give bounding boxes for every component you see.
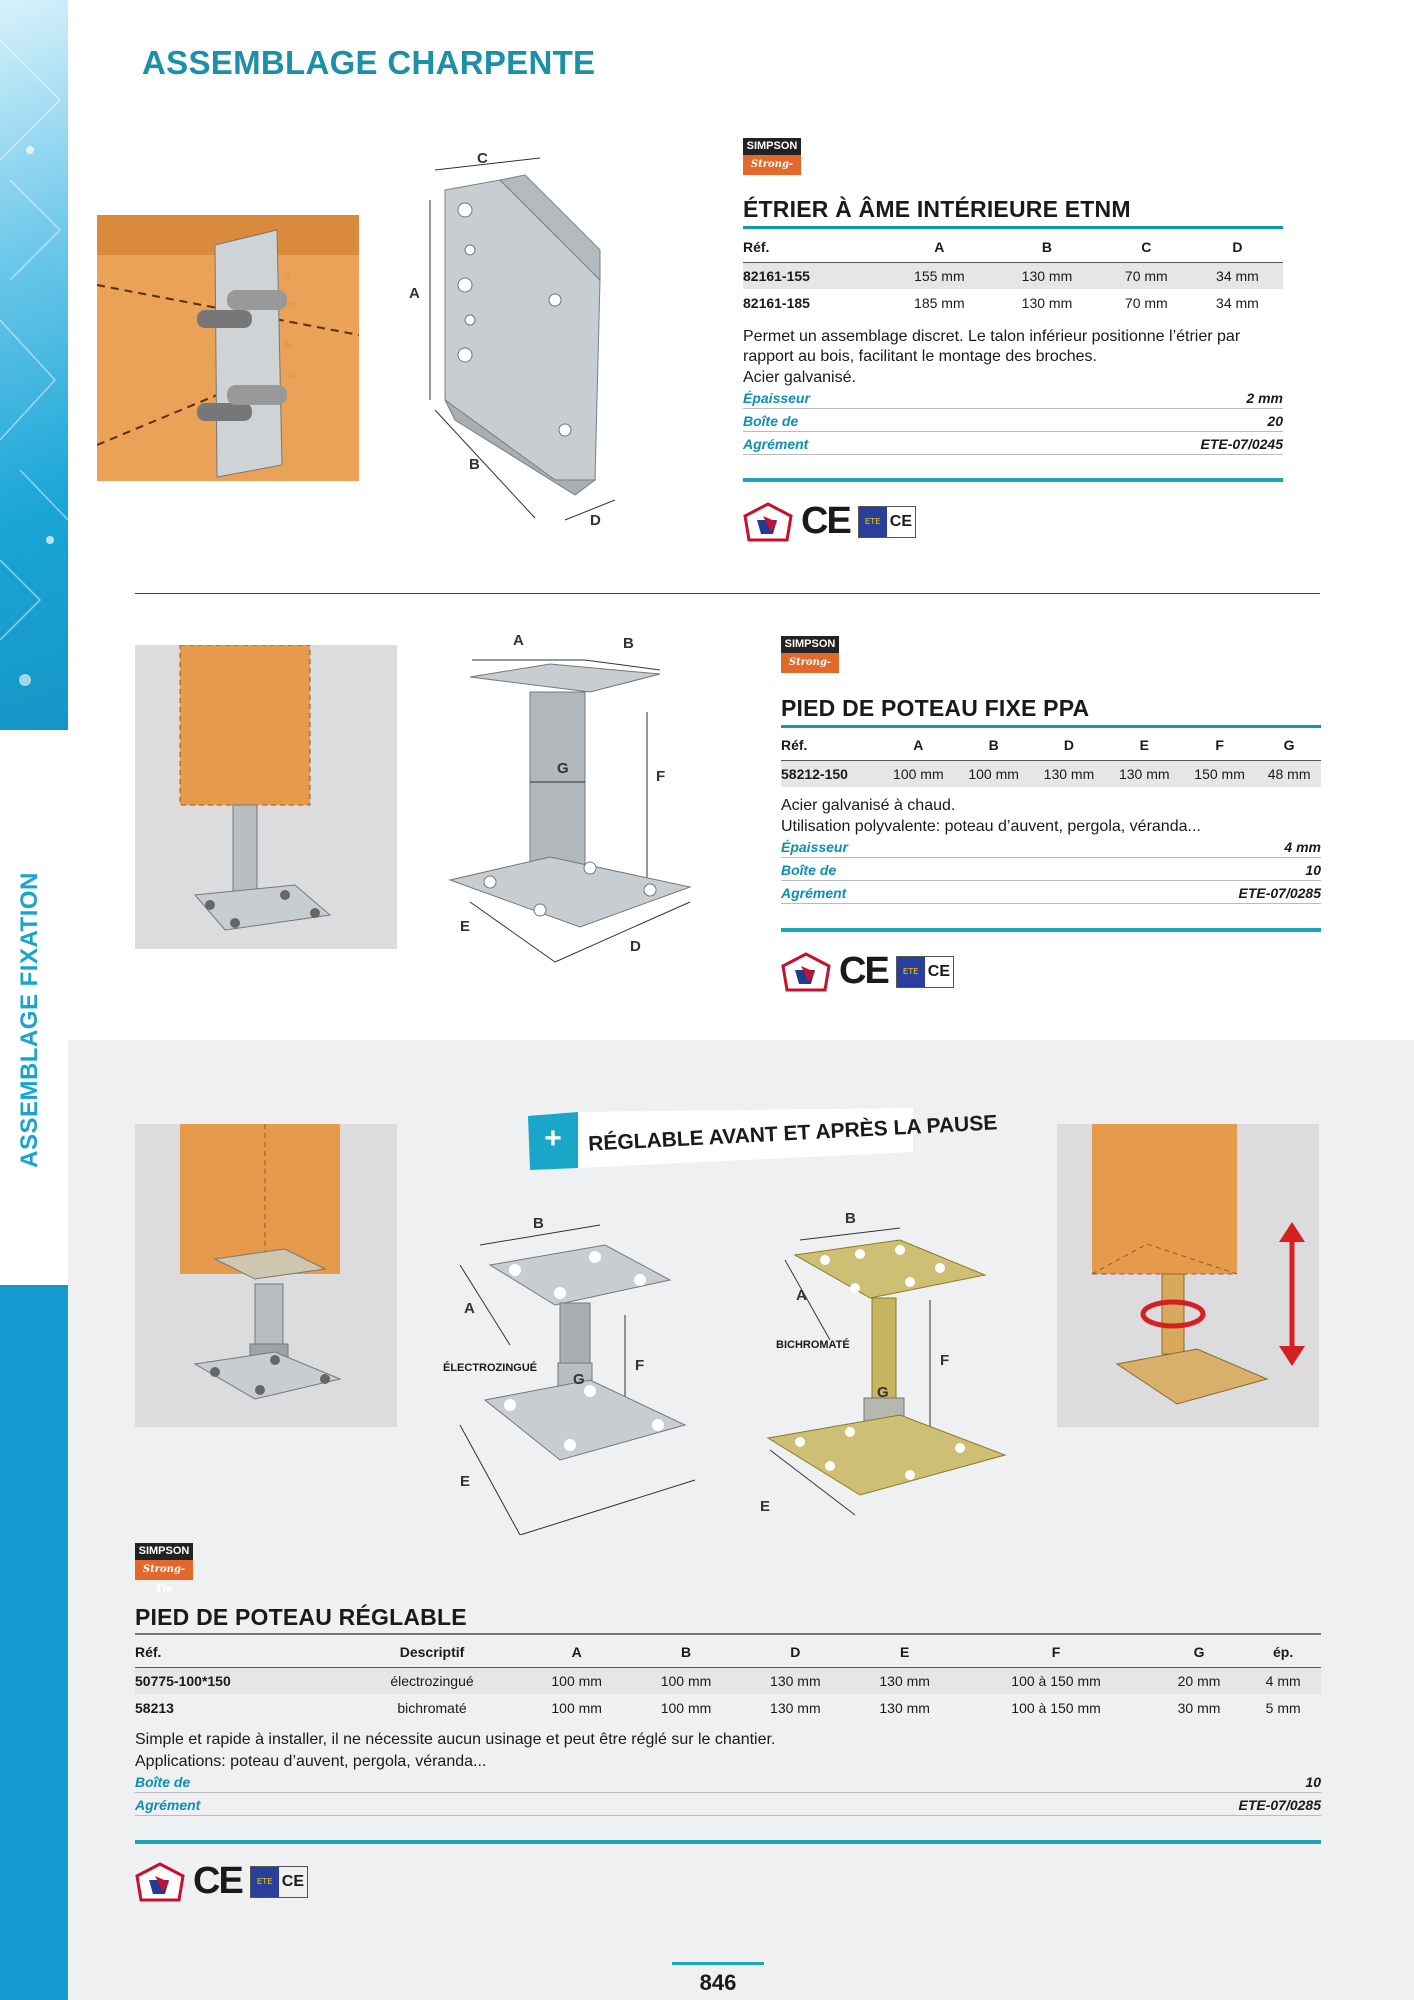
table-row [743, 289, 1283, 316]
table-cell: 150 mm [1182, 760, 1257, 787]
spec-value: ETE-07/0245 [1200, 436, 1283, 452]
spec-label: Boîte de [781, 862, 837, 878]
etnm-title-rule [743, 226, 1283, 229]
ppa-table [781, 730, 1321, 787]
table-cell: 34 mm [1192, 262, 1283, 289]
spec-label: Agrément [781, 885, 847, 901]
dim-label-g: G [877, 1384, 889, 1401]
ppa-specs [781, 835, 1321, 904]
reglable-title-rule [135, 1633, 1321, 1635]
page-number-rule [672, 1962, 764, 1965]
ppa-photo [135, 645, 397, 949]
spec-value: 20 [1267, 413, 1283, 429]
dim-label-e: E [760, 1498, 771, 1515]
dim-label-d: D [630, 938, 641, 955]
label-bichromate: BICHROMATÉ [776, 1339, 850, 1351]
table-cell: 130 mm [1107, 760, 1182, 787]
ppa-title: PIED DE POTEAU FIXE PPA [781, 695, 1090, 721]
ppa-bottom-bar [781, 928, 1321, 932]
table-cell: 100 mm [881, 760, 956, 787]
reglable-table [135, 1637, 1321, 1721]
spec-label: Épaisseur [743, 390, 810, 406]
table-row [135, 1667, 1321, 1694]
table-cell: 130 mm [993, 262, 1101, 289]
table-header-row [743, 232, 1283, 262]
adjust-rotation-icon [1057, 1124, 1319, 1427]
table-cell: 34 mm [1216, 294, 1259, 311]
reglable-description-1: Simple et rapide à installer, il ne nécessite aucun usinage et peut être réglé sur le chantier. [135, 1731, 776, 1748]
ce-mark: CE [193, 1860, 242, 1902]
ppa-base-icon [430, 632, 700, 972]
spec-row [135, 1770, 1321, 1793]
table-cell: 58212-150 [781, 760, 881, 787]
reglable-photo-right [1057, 1124, 1319, 1427]
ete-badge: ETE CE [250, 1866, 308, 1898]
reglable-bottom-bar [135, 1840, 1321, 1844]
spec-row [743, 432, 1283, 455]
column-header: G [1257, 730, 1321, 760]
reglable-banner [528, 1108, 998, 1172]
side-decor-bottom [0, 1285, 68, 2000]
spec-row [781, 858, 1321, 881]
table-row [743, 262, 1283, 289]
column-header: D [741, 1637, 850, 1667]
table-cell: 82161-155 [743, 262, 886, 289]
spec-row [743, 409, 1283, 432]
column-header: D [1031, 730, 1106, 760]
label-electrozingue: ÉLECTROZINGUÉ [443, 1362, 538, 1374]
column-header: C [1101, 232, 1192, 262]
table-cell: 5 mm [1265, 1699, 1301, 1716]
column-header: F [959, 1637, 1152, 1667]
dim-label-b: B [845, 1210, 856, 1227]
table-cell: 130 mm [850, 1667, 959, 1694]
bichromate-base-icon [760, 1210, 1015, 1535]
column-header: B [993, 232, 1101, 262]
table-cell: 130 mm [770, 1699, 821, 1716]
table-cell: 130 mm [1021, 294, 1073, 311]
side-pattern-icon [0, 0, 68, 730]
spec-value: ETE-07/0285 [1238, 1797, 1321, 1813]
table-cell: 100 mm [631, 1667, 740, 1694]
ppa-certifications [781, 950, 954, 993]
dim-label-a: A [796, 1287, 807, 1304]
dim-label-c: C [477, 150, 488, 167]
dim-label-a: A [513, 632, 524, 649]
column-header: D [1192, 232, 1283, 262]
france-quality-icon [135, 1862, 185, 1902]
reglable-certifications [135, 1860, 308, 1903]
spec-label: Agrément [743, 436, 809, 452]
ppa-description-2: Utilisation polyvalente: poteau d’auvent, pergola, véranda... [781, 818, 1201, 835]
table-cell: électrozingué [342, 1667, 522, 1694]
spec-label: Boîte de [135, 1774, 191, 1790]
table-cell: 130 mm [741, 1667, 850, 1694]
spec-value: ETE-07/0285 [1238, 885, 1321, 901]
column-header: Réf. [781, 730, 881, 760]
table-row [135, 1694, 1321, 1721]
spec-row [781, 835, 1321, 858]
spec-row [781, 881, 1321, 904]
table-cell: bichromaté [397, 1699, 467, 1716]
beam-joint-icon [97, 215, 359, 481]
etnm-description: Permet un assemblage discret. Le talon inférieur positionne l’étrier par rapport au bois, facilitant le montage des broches. [743, 328, 1241, 365]
ce-mark: CE [801, 500, 850, 542]
column-header: Réf. [743, 232, 886, 262]
table-cell: 130 mm [879, 1699, 930, 1716]
column-header: Réf. [135, 1637, 342, 1667]
table-cell: 50775-100*150 [135, 1667, 342, 1694]
table-header-row [781, 730, 1321, 760]
dim-label-e: E [460, 918, 471, 935]
column-header: A [886, 232, 994, 262]
column-header: E [850, 1637, 959, 1667]
dim-label-e: E [460, 1473, 471, 1490]
dim-label-b: B [623, 635, 634, 652]
spec-value: 2 mm [1246, 390, 1283, 406]
etnm-technical-drawing [405, 150, 625, 530]
column-header: A [881, 730, 956, 760]
table-cell: 100 mm [956, 760, 1031, 787]
etnm-title: ÉTRIER À ÂME INTÉRIEURE ETNM [743, 196, 1131, 222]
column-header: F [1182, 730, 1257, 760]
column-header: E [1107, 730, 1182, 760]
column-header: B [956, 730, 1031, 760]
dim-label-g: G [557, 760, 569, 777]
dim-label-a: A [464, 1300, 475, 1317]
etnm-table [743, 232, 1283, 316]
table-cell: 100 mm [551, 1699, 602, 1716]
spec-label: Boîte de [743, 413, 799, 429]
table-cell: 100 à 150 mm [1011, 1699, 1101, 1716]
etnm-illustration [97, 215, 359, 481]
table-cell: 130 mm [1031, 760, 1106, 787]
table-cell: 30 mm [1177, 1699, 1221, 1716]
table-row [781, 760, 1321, 787]
france-quality-icon [781, 952, 831, 992]
section-divider [135, 593, 1320, 594]
table-cell: 20 mm [1153, 1667, 1246, 1694]
france-quality-icon [743, 502, 793, 542]
etnm-bracket-icon [405, 150, 625, 530]
ppa-title-rule [781, 725, 1321, 728]
side-section-label: ASSEMBLAGE FIXATION [16, 872, 43, 1168]
column-header: G [1153, 1637, 1246, 1667]
spec-row [135, 1793, 1321, 1816]
dim-label-f: F [940, 1352, 950, 1369]
reglable-photo-left [135, 1124, 397, 1427]
reglable-specs [135, 1770, 1321, 1816]
spec-value: 10 [1305, 862, 1321, 878]
table-cell: 100 mm [660, 1699, 712, 1716]
reglable-title: PIED DE POTEAU RÉGLABLE [135, 1604, 467, 1630]
ete-badge: ETE CE [896, 956, 954, 988]
reglable-zinc-drawing [430, 1205, 710, 1535]
dim-label-b: B [469, 456, 480, 473]
adjustable-base-photo-icon [135, 1124, 397, 1427]
table-header-row [135, 1637, 1321, 1667]
page-title: ASSEMBLAGE CHARPENTE [142, 44, 596, 81]
simpson-logo: SIMPSON Strong-Tie [781, 636, 839, 676]
simpson-logo: SIMPSON Strong-Tie [743, 138, 801, 178]
column-header: ép. [1245, 1637, 1321, 1667]
spec-label: Épaisseur [781, 839, 848, 855]
dim-label-a: A [409, 285, 420, 302]
spec-row [743, 386, 1283, 409]
etnm-bottom-bar [743, 478, 1283, 482]
etnm-certifications [743, 500, 916, 543]
ce-mark: CE [839, 950, 888, 992]
ppa-description-1: Acier galvanisé à chaud. [781, 797, 956, 814]
table-cell: 100 à 150 mm [959, 1667, 1152, 1694]
table-cell: 4 mm [1245, 1667, 1321, 1694]
table-cell: 70 mm [1101, 262, 1192, 289]
table-cell: 155 mm [886, 262, 994, 289]
column-header: B [631, 1637, 740, 1667]
dim-label-d: D [590, 512, 601, 529]
table-cell: 70 mm [1124, 294, 1168, 311]
reglable-bichro-drawing [760, 1210, 1015, 1535]
ppa-technical-drawing [430, 632, 700, 972]
etnm-material: Acier galvanisé. [743, 369, 856, 386]
reglable-banner-text: RÉGLABLE AVANT ET APRÈS LA PAUSE [587, 1111, 998, 1156]
table-cell: 48 mm [1257, 760, 1321, 787]
table-cell: 185 mm [914, 294, 965, 311]
svg-text:+: + [544, 1122, 562, 1155]
dim-label-f: F [656, 768, 666, 785]
page-number: 846 [699, 1970, 737, 1995]
column-header: A [522, 1637, 631, 1667]
dim-label-f: F [635, 1357, 645, 1374]
dim-label-g: G [573, 1371, 585, 1388]
column-header: Descriptif [342, 1637, 522, 1667]
dim-label-b: B [533, 1215, 544, 1232]
table-cell: 100 mm [522, 1667, 631, 1694]
etnm-specs [743, 386, 1283, 455]
table-cell: 82161-185 [743, 294, 810, 311]
spec-label: Agrément [135, 1797, 201, 1813]
reglable-description-2: Applications: poteau d’auvent, pergola, véranda... [135, 1753, 487, 1770]
simpson-logo: SIMPSON Strong-Tie [135, 1543, 193, 1583]
side-decor-top [0, 0, 68, 730]
spec-value: 4 mm [1284, 839, 1321, 855]
post-base-photo-icon [135, 645, 397, 949]
table-cell: 58213 [135, 1699, 174, 1716]
spec-value: 10 [1305, 1774, 1321, 1790]
ete-badge: ETE CE [858, 506, 916, 538]
